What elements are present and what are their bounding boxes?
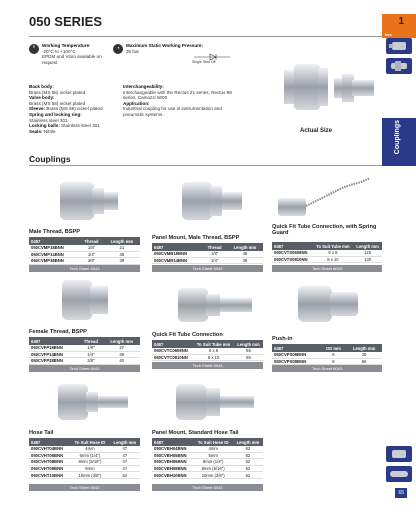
panel-male-table: 0487 Thread Length mm 050CVMB18BNN 1/8" 45 050CVMB14BNN 1/4" 45 [152, 243, 263, 264]
working-temperature: Working Temperature: -20°C to +100°C EPDM and Viton available on request [42, 43, 102, 65]
brand-tab-label: kee [385, 32, 392, 37]
hose-tail-title: Hose Tail [29, 430, 54, 436]
table-row: 050CVTS0608NN 6 x 8 125 [272, 250, 382, 256]
hose-tail-techsheet-link[interactable]: Tech Sheet 6043 [29, 484, 140, 491]
page-number: 65 [395, 488, 407, 498]
interchangeability: Interchangeability: Interchangeable with the Rectus 21 series, Rectus 98 series, Camozzi 5000 Application: Industrial coupling for use in instrumentation and pneumatic systems. [123, 84, 232, 117]
female-thread-techsheet-link[interactable]: Tech Sheet 6043 [29, 365, 140, 372]
chapter-number: 1 [398, 16, 404, 27]
quickfit-coupling-image [172, 282, 262, 326]
page-title: 050 SERIES [29, 14, 102, 29]
male-thread-techsheet-link[interactable]: Tech Sheet 6043 [29, 265, 140, 272]
quickfit-spring-table: 0487 To Suit Tube mm Length mm 050CVTS0608NN 6 x 8 125 050CVTS0810NN 8 x 10 130 [272, 242, 382, 263]
table-row: 050CVBH06BNN 6mm (1/4") 62 [152, 459, 263, 466]
push-in-table: 0487 OD mm Length mm 050CVPS06BNN 6 39 050CVPS08BNN 8 56 [272, 344, 382, 365]
quickfit-techsheet-link[interactable]: Tech Sheet 6043 [152, 362, 263, 369]
materials-list: Back body: Brass (MS 58) nickel plated Valve body: Brass (MS 58) nickel plated Sleeve: Brass (MS 58) nickel plated Spring and locking ring: Stainless steel 301 Locking balls: Stainless steel 301 Seals: Nitrile [29, 84, 103, 134]
table-row: 050CVPS08BNN 8 56 [272, 358, 382, 365]
plug-thumbnail-icon[interactable] [386, 446, 412, 462]
push-in-title: Push-in [272, 336, 293, 342]
push-in-techsheet-link[interactable]: Tech Sheet 6043 [272, 365, 382, 372]
actual-size-coupling-image [280, 52, 380, 124]
table-row: 050CVFP14BNN 1/4" 38 [29, 351, 140, 358]
quickfit-spring-title: Quick Fit Tube Connection, with Spring Guard [272, 224, 377, 237]
female-thread-table: 0487 Thread Length mm 050CVFP18BNN 1/8" 27 050CVFP14BNN 1/4" 38 050CVFP38BNN 3/8" 40 [29, 337, 140, 365]
quickfit-spring-coupling-image [274, 176, 374, 220]
male-thread-table: 0487 Thread Length mm 050CVMP18BNN 1/8" 21 050CVMP14BNN 1/4" 38 050CVMP38BNN 3/8" 39 [29, 237, 140, 265]
table-row: 050CVFP38BNN 3/8" 40 [29, 358, 140, 365]
panel-hose-tail-title: Panel Mount, Standard Hose Tail [152, 430, 239, 436]
hose-tail-table: 0487 To Suit Hose ID Length mm 050CVHT04BNN 4mm 47 050CVHT06BNN 6mm (1/4") 47 050CVHT08BNN 8mm (5/16") 47 050CVHT09BNN 9mm 47 050CVHT10BNN 10mm (3/8") 52 [29, 438, 140, 479]
actual-size-label: Actual Size [300, 128, 333, 134]
panel-male-techsheet-link[interactable]: Tech Sheet 6043 [152, 265, 263, 272]
table-row: 050CVPS06BNN 6 39 [272, 352, 382, 358]
valve-caption: Single Shut Off [192, 60, 216, 64]
panel-hose-tail-table: 0487 To Suit Hose ID Length mm 050CVBH04BNN 4mm 62 050CVBH05BNN 5mm 62 050CVBH06BNN 6mm (1/4") 62 050CVBH08BNN 8mm (5/16") 62 050CVBH10BNN 10mm (3/8") 62 [152, 438, 263, 479]
table-row: 050CVBH10BNN 10mm (3/8") 62 [152, 472, 263, 479]
table-row: 050CVHT10BNN 10mm (3/8") 52 [29, 472, 140, 479]
panel-hose-tail-coupling-image [172, 378, 262, 426]
panel-hose-tail-techsheet-link[interactable]: Tech Sheet 6043 [152, 484, 263, 491]
table-row: 050CVMP18BNN 1/8" 21 [29, 245, 140, 251]
table-row: 050CVHT08BNN 8mm (5/16") 47 [29, 459, 140, 466]
pressure-gauge-icon: ◔ [113, 44, 123, 54]
quickfit-spring-techsheet-link[interactable]: Tech Sheet 6043 [272, 265, 382, 272]
table-row: 050CVBH04BNN 4mm 62 [152, 446, 263, 452]
table-row: 050CVHT06BNN 6mm (1/4") 47 [29, 452, 140, 459]
table-row: 050CVTS0810NN 8 x 10 130 [272, 256, 382, 263]
male-thread-coupling-image [54, 172, 124, 226]
female-thread-title: Female Thread, BSPP [29, 329, 87, 335]
table-row: 050CVMP14BNN 1/4" 38 [29, 251, 140, 258]
header-divider [29, 36, 382, 37]
hose-tail-coupling-image [54, 380, 134, 424]
table-row: 050CVBH05BNN 5mm 62 [152, 452, 263, 459]
table-row: 050CVTC0608NN 6 x 8 55 [152, 348, 263, 354]
sidebar-tab-couplings[interactable]: Couplings [382, 118, 416, 166]
section-divider [29, 165, 382, 166]
quickfit-table: 0487 To Suit Tube mm Length mm 050CVTC0608NN 6 x 8 55 050CVTC0810NN 8 x 10 55 [152, 340, 263, 361]
table-row: 050CVMB14BNN 1/4" 45 [152, 257, 263, 264]
table-row: 050CVBH08BNN 8mm (5/16") 62 [152, 465, 263, 472]
table-row: 050CVTC0810NN 8 x 10 55 [152, 354, 263, 361]
panel-male-coupling-image [178, 172, 248, 226]
table-row: 050CVFP18BNN 1/8" 27 [29, 345, 140, 351]
section-title: Couplings [29, 154, 71, 164]
quickfit-title: Quick Fit Tube Connection [152, 332, 223, 338]
female-thread-coupling-image [54, 272, 124, 326]
push-in-coupling-image [292, 282, 366, 326]
socket-thumbnail-icon[interactable] [386, 466, 412, 482]
table-row: 050CVHT04BNN 4mm 47 [29, 446, 140, 452]
coupling-thumbnail-icon[interactable] [386, 38, 412, 54]
table-row: 050CVHT09BNN 9mm 47 [29, 465, 140, 472]
panel-male-title: Panel Mount, Male Thread, BSPP [152, 235, 240, 241]
table-row: 050CVMP38BNN 3/8" 39 [29, 258, 140, 265]
table-row: 050CVMB18BNN 1/8" 45 [152, 251, 263, 257]
fitting-thumbnail-icon[interactable] [386, 58, 412, 74]
male-thread-title: Male Thread, BSPP [29, 229, 80, 235]
max-pressure: Maximum Static Working Pressure: 35 bar [126, 43, 204, 54]
thermometer-icon: ° [29, 44, 39, 54]
